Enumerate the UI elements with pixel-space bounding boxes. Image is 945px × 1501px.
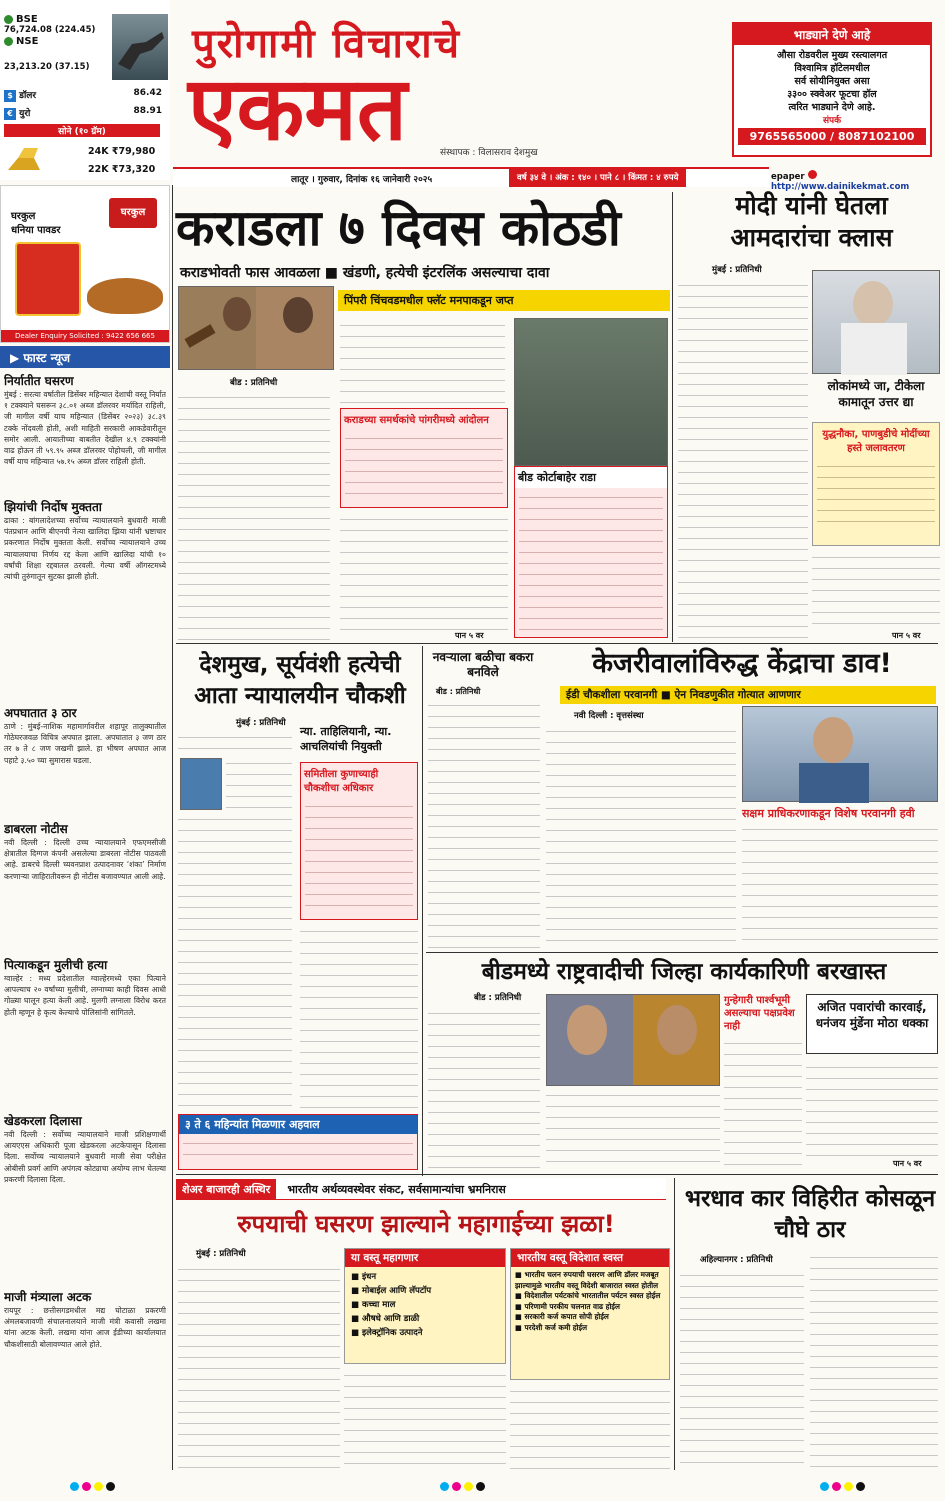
up-arrow-icon <box>4 15 13 24</box>
lead-box-court: बीड कोर्टाबाहेर राडा <box>514 466 668 638</box>
list-item: ■ परदेशी कर्ज कमी होईल <box>515 1322 588 1332</box>
ncp-leaders-photo <box>546 994 720 1086</box>
car-headline: भरधाव कार विहिरीत कोसळून चौघे ठार <box>684 1186 936 1243</box>
spice-pack-image <box>15 242 81 316</box>
deshmukh-box1: न्या. ताहिलियानी, न्या. आचलियांची नियुक्ती <box>300 725 392 753</box>
list-item: ■ सरकारी कर्ज कपात सोपी होईल <box>515 1312 609 1321</box>
issue-info: वर्ष ३४ वे । अंक : १४० । पाने ८ । किंमत : ४ रुपये <box>509 169 686 187</box>
dateline: लातूर । गुरुवार, दिनांक १६ जानेवारी २०२५ <box>291 175 433 185</box>
modi-photo <box>812 270 940 374</box>
bull-graphic <box>112 14 168 80</box>
masthead-title: एकमत <box>188 56 408 160</box>
registration-marks-left <box>70 1482 115 1491</box>
list-item: ■ मोबाईल आणि लॅपटॉप <box>351 1286 432 1296</box>
euro-icon: € <box>4 108 16 120</box>
suryavanshi-photo <box>180 758 222 810</box>
registration-marks-right <box>820 1482 865 1491</box>
brand-logo: घरकुल <box>109 198 157 228</box>
modi-body <box>678 278 808 638</box>
list-item: ■ कच्चा माल <box>351 1300 396 1310</box>
lead-flag: पिंपरी चिंचवडमधील फ्लॅट मनपाकडून जप्त <box>338 290 670 311</box>
car-body-1 <box>680 1268 804 1470</box>
list-item: ■ विदेशातील पर्यटकांचे भारतातील पर्यटन स्वस्त होईल <box>515 1291 661 1300</box>
list-item: पित्याकडून मुलीची हत्या ग्वाल्हेर : मध्य प्रदेशातील ग्वाल्हेरमध्ये एका पित्याने आपल्याच २० वर्षांच्या मुलीची, लग्नाच्या काही दिवस आधी गोळ्या घालून हत्या केली आहे. मुलगी लग्नाला विरोध करत होती म्हणून हे कृत्य केल्याचे पोलिसांनी सांगितले. <box>4 958 166 1017</box>
modi-box: युद्धनौका, पाणबुडीचे मोदींच्या हस्ते जलावतरण <box>812 422 940 546</box>
gavel-icon <box>185 324 216 348</box>
modi-headline: मोदी यांनी घेतला आमदारांचा क्लास <box>730 191 893 252</box>
list-item: डाबरला नोटीस नवी दिल्ली : दिल्ली उच्च न्यायालयाने एफएमसीजी क्षेत्रातील दिग्गज कंपनी असलेल्या डाबरला नोटीस पाठवली आहे. डाबरचे दिल्ली च्यवनप्राश उत्पादनावर ‘शंका’ निर्माण करणाऱ्या जाहिरातीवरून ही नोटीस बजावण्यात आली आहे. <box>4 822 166 881</box>
masthead-founder: संस्थापक : विलासराव देशमुख <box>440 148 538 158</box>
bse-block: BSE 76,724.08 (224.45) NSE <box>4 14 96 47</box>
market-widget: BSE 76,724.08 (224.45) NSE 23,213.20 (37.15) $ डॉलर 86.42 € युरो 88.91 सोने (१० ग्रॅम) 24K ₹79,980 22K ₹73,320 <box>0 0 170 180</box>
kejriwal-photo <box>742 706 938 802</box>
rupee-banner: शेअर बाजारही अस्थिर भारतीय अर्थव्यवस्थेवर संकट, सर्वसामान्यांचा भ्रमनिरास <box>176 1178 666 1200</box>
ncp-body-1 <box>428 1006 540 1168</box>
deshmukh-banner: ३ ते ६ महिन्यांत मिळणार अहवाल <box>178 1114 418 1170</box>
kejriwal-body-1 <box>546 724 736 948</box>
list-item: झियांची निर्दोष मुक्तता ढाका : बांगलादेशच्या सर्वोच्च न्यायालयाने बुधवारी माजी पंतप्रधान आणि बीएनपी नेत्या खालिदा झिया यांनी भ्रष्टाचार प्रकरणात निर्दोष मुक्तता केली. सर्वोच्च न्यायालयाने उच्च न्यायालयाचा निर्णय रद्द केला आणि खालिदा यांची १० वर्षांची शिक्षा रद्दबातल ठरवली. गेल्या वर्षी ऑगस्टमध्ये त्यांची तुरुंगातून सुटका झाली होती. <box>4 500 166 582</box>
masala-ad: घरकुल धनिया पावडर घरकुल Dealer Enquiry Solicited : 9422 656 665 <box>0 185 170 343</box>
lead-photo <box>178 286 334 370</box>
lead-box-andolan: कराडच्या समर्थकांचे पांगरीमध्ये आंदोलन <box>340 408 508 508</box>
list-item: ■ परिणामी परकीय चलनात वाढ होईल <box>515 1301 620 1311</box>
rupee-box-costly: या वस्तू महागणार ■ इंधन ■ मोबाईल आणि लॅपटॉप ■ कच्चा माल ■ औषधे आणि डाळी ■ इलेक्ट्रॉनिक उत्पादने <box>344 1248 506 1364</box>
fast-news-list <box>4 372 166 1467</box>
rent-ad: भाड्याने देणे आहे औसा रोडवरील मुख्य रस्त्यालगत विश्वामित्र हॉटेलमधील सर्व सोयीनियुक्त असा ३३०० स्क्वेअर फूटचा हॉल त्वरित भाड्याने देणे आहे. संपर्क 9765565000 / 8087102100 <box>732 22 932 157</box>
registration-marks-center <box>440 1482 485 1491</box>
ncp-box-title: गुन्हेगारी पार्श्वभूमी असल्याचा पक्षप्रवेश नाही <box>724 995 795 1032</box>
rupee-headline: रुपयाची घसरण झाल्याने महागाईच्या झळा! <box>237 1210 615 1238</box>
ncp-side-box: अजित पवारांची कारवाई, धनंजय मुंडेंना मोठा धक्का <box>806 994 938 1054</box>
car-body-2 <box>810 1250 938 1470</box>
protest-photo <box>514 318 668 466</box>
goat-headline: नवऱ्याला बळीचा बकरा बनविले <box>432 650 534 679</box>
dollar-icon: $ <box>4 90 16 102</box>
lead-subhead: कराडभोवती फास आवळला ■ खंडणी, हत्येची इंटरलिंक असल्याचा दावा <box>180 265 550 281</box>
list-item: खेडकरला दिलासा नवी दिल्ली : सर्वोच्च न्यायालयाने माजी प्रशिक्षणार्थी आयएएस अधिकारी पूजा खेडकरला अटकेपासून दिलासा दिला. सर्वोच्च न्यायालयाने बुधवारी माजी सेवा परीक्षेत ओबीसी प्रवर्ग आणि अपंगत्व कोट्याचा अयोग्य लाभ घेतल्या प्रकरणी दिलासा दिला. <box>4 1114 166 1184</box>
list-item: माजी मंत्र्याला अटक रायपूर : छत्तीसगडमधील मद्य घोटाळा प्रकरणी अंमलबजावणी संचालनालयाने माजी मंत्री कवासी लखमा यांना अटक केली. लखमा यांना आज ईडीच्या कार्यालयात चौकशीसाठी बोलावण्यात आले होते. <box>4 1290 166 1349</box>
up-arrow-icon <box>4 37 13 46</box>
modi-photo-caption: लोकांमध्ये जा, टीकेला कामातून उत्तर द्या <box>827 379 925 409</box>
globe-icon <box>808 170 817 179</box>
list-item: ■ औषधे आणि डाळी <box>351 1314 420 1324</box>
lead-headline: कराडला ७ दिवस कोठडी <box>176 199 621 257</box>
list-item: ■ इलेक्ट्रॉनिक उत्पादने <box>351 1328 423 1338</box>
rupee-body-1 <box>178 1262 340 1470</box>
masthead-tagline: पुरोगामी विचाराचे <box>192 20 462 67</box>
fast-news-header: ▶ फास्ट न्यूज <box>0 346 170 368</box>
rupee-box-cheap: भारतीय वस्तू विदेशात स्वस्त ■ भारतीय चलन रुपयाची घसरण आणि डॉलर मजबूत झाल्यामुळे भारतीय वस्तू विदेशी बाजारात स्वस्त होतील ■ विदेशातील पर्यटकांचे भारतातील पर्यटन स्वस्त होईल ■ परिणामी परकीय चलनात वाढ होईल ■ सरकारी कर्ज कपात सोपी होईल ■ परदेशी कर्ज कमी होईल <box>510 1248 670 1380</box>
deshmukh-headline: देशमुख, सूर्यवंशी हत्येची आता न्यायालयीन चौकशी <box>194 652 406 709</box>
website-link[interactable]: http://www.dainikekmat.com <box>771 182 910 192</box>
lead-body-col1 <box>178 390 330 640</box>
pointer-icon: ▶ <box>10 351 24 365</box>
kejriwal-headline: केजरीवालांविरुद्ध केंद्राचा डाव! <box>592 648 892 679</box>
deshmukh-box2: समितीला कुणाच्याही चौकशीचा अधिकार <box>300 762 418 920</box>
list-item: निर्यातीत घसरण मुंबई : सरत्या वर्षातील डिसेंबर महिन्यात देशाची वस्तू निर्यात १ टक्क्याने घसरून ३८.०१ अब्ज डॉलरवर मर्यादित राहिली, जी मागील वर्षी याच महिन्यात (डिसेंबर २०२३) ३८.३९ टक्के नोंदवली होती, अशी माहिती सरकारी आकडेवारीतून समोर आली. आयातीच्या बाबतीत देखील ४.९ टक्क्यांनी वाढ होऊन ती ५९.९५ अब्ज डॉलरवर पोहोचली, जी मागील वर्षी याच महिन्यात ५७.१५ अब्ज डॉलर राहिली होती. <box>4 374 166 467</box>
kejriwal-box-title: सक्षम प्राधिकरणाकडून विशेष परवानगी हवी <box>742 807 915 820</box>
spice-bowl-image <box>87 278 163 314</box>
lead-body-col2 <box>340 318 505 406</box>
list-item: ■ इंधन <box>351 1272 377 1282</box>
modi-body-2 <box>812 550 940 630</box>
goat-body <box>428 698 540 950</box>
ncp-headline: बीडमध्ये राष्ट्रवादीची जिल्हा कार्यकारिणी बरखास्त <box>481 959 887 985</box>
kejriwal-subhead: ईडी चौकशीला परवानगी ■ ऐन निवडणुकीत गोत्यात आणणार <box>560 686 936 704</box>
lead-body-col3 <box>340 512 508 636</box>
list-item: अपघातात ३ ठार ठाणे : मुंबई-नाशिक महामार्गावरील शहापूर तालुक्यातील गोठेघरजवळ विचित्र अपघात झाला. अपघातात ३ जण ठार तर ७ ते ८ जण जखमी झाले. हा भीषण अपघात आज पहाटे ३.५० च्या सुमारास घडला. <box>4 706 166 765</box>
list-item: ■ भारतीय चलन रुपयाची घसरण आणि डॉलर मजबूत झाल्यामुळे भारतीय वस्तू विदेशी बाजारात स्वस्त होतील <box>515 1270 659 1290</box>
gold-bars-icon <box>4 140 52 176</box>
